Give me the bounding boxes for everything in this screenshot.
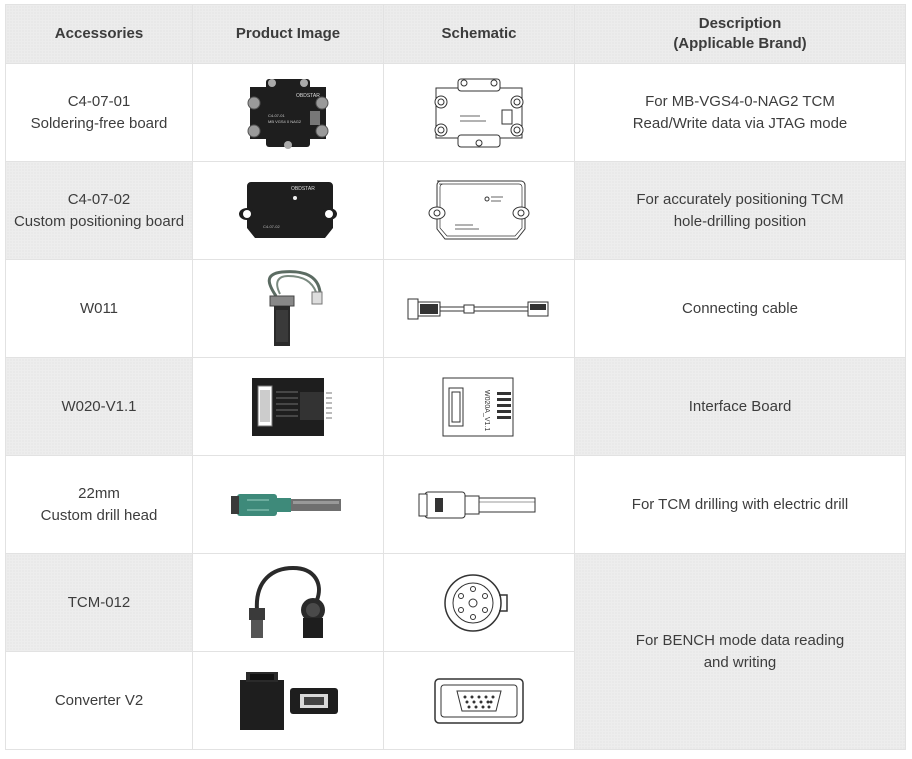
header-product-image: Product Image <box>193 5 384 64</box>
accessory-name: W011 <box>6 260 193 358</box>
drill-head-photo-icon <box>223 480 353 530</box>
accessories-table <box>5 4 906 750</box>
accessory-description: For MB-VGS4-0-NAG2 TCM Read/Write data via JTAG mode <box>575 64 906 162</box>
accessory-name: C4-07-01 Soldering-free board <box>6 64 193 162</box>
positioning-board-photo-icon <box>233 176 343 246</box>
table-row <box>6 162 906 260</box>
header-description: Description (Applicable Brand) <box>575 5 906 64</box>
schematic-cell <box>384 358 575 456</box>
accessory-name: 22mm Custom drill head <box>6 456 193 554</box>
table-row <box>6 456 906 554</box>
accessory-name: C4-07-02 Custom positioning board <box>6 162 193 260</box>
header-row <box>6 5 906 64</box>
tcm-cable-photo-icon <box>233 560 343 646</box>
table-row <box>6 554 906 652</box>
accessory-description: Connecting cable <box>575 260 906 358</box>
accessory-name: Converter V2 <box>6 652 193 750</box>
board-model: C4-07-01 <box>268 112 285 118</box>
product-image-cell <box>193 652 384 750</box>
schematic-cell <box>384 652 575 750</box>
board-model-2: C4-07-02 <box>263 223 280 229</box>
product-image-cell <box>193 162 384 260</box>
schematic-cell <box>384 554 575 652</box>
accessory-description: For BENCH mode data reading and writing <box>575 554 906 750</box>
positioning-board-schematic-icon <box>423 175 535 247</box>
accessory-description: For TCM drilling with electric drill <box>575 456 906 554</box>
schematic-cell <box>384 456 575 554</box>
accessory-description: For accurately positioning TCM hole-drilling position <box>575 162 906 260</box>
board-schematic-icon <box>424 72 534 154</box>
product-image-cell <box>193 358 384 456</box>
table-row <box>6 358 906 456</box>
board-brand: OBDSTAR <box>296 92 320 99</box>
cable-schematic-icon <box>404 289 554 329</box>
accessory-name: W020-V1.1 <box>6 358 193 456</box>
interface-board-photo-icon <box>238 372 338 442</box>
drill-head-schematic-icon <box>409 480 549 530</box>
converter-photo-icon <box>228 666 348 736</box>
accessory-name: TCM-012 <box>6 554 193 652</box>
product-image-cell <box>193 64 384 162</box>
product-image-cell <box>193 554 384 652</box>
svg-text:OBDSTAR: OBDSTAR <box>291 185 315 192</box>
schematic-cell <box>384 64 575 162</box>
table-row <box>6 260 906 358</box>
board-sub: MB VGS4 0 NAG2 <box>268 118 302 124</box>
accessory-description: Interface Board <box>575 358 906 456</box>
board-photo-icon <box>238 73 338 153</box>
header-accessories: Accessories <box>6 5 193 64</box>
tcm-connector-schematic-icon <box>429 563 529 643</box>
converter-schematic-icon <box>429 671 529 731</box>
schematic-cell <box>384 162 575 260</box>
schematic-cell <box>384 260 575 358</box>
interface-board-label: W020A_V1.1 <box>483 389 490 431</box>
table-row <box>6 64 906 162</box>
header-schematic: Schematic <box>384 5 575 64</box>
product-image-cell <box>193 456 384 554</box>
product-image-cell <box>193 260 384 358</box>
cable-photo-icon <box>238 266 338 352</box>
interface-board-schematic-icon <box>429 372 529 442</box>
